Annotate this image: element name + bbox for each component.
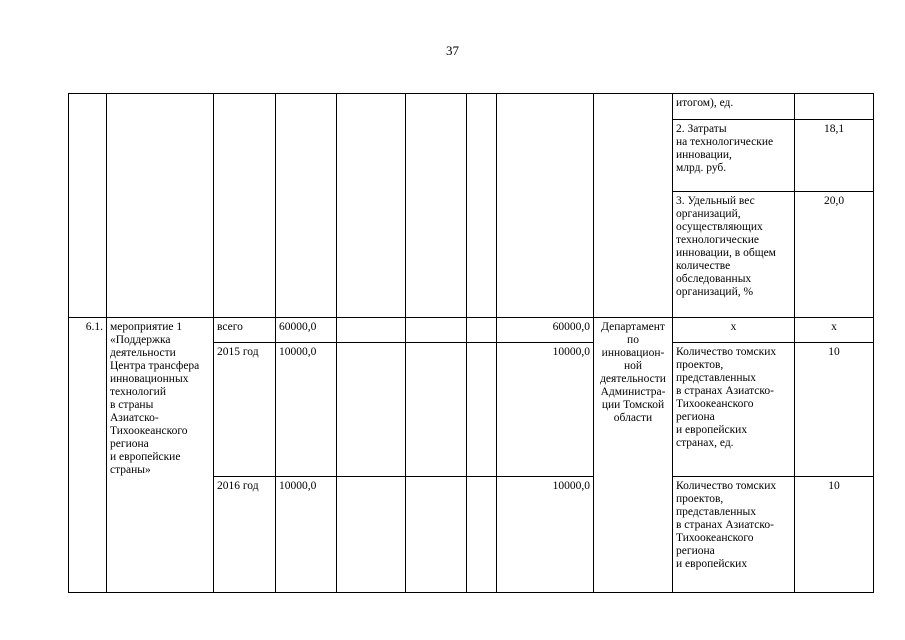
other-cell: 10000,0 bbox=[497, 477, 594, 593]
federal-cell bbox=[337, 343, 406, 477]
period-cell bbox=[214, 94, 276, 318]
indicator-cell: 3. Удельный вес организаций, осуществляющих технологические инновации, в общем количестве обследованных организаций, % bbox=[673, 192, 795, 318]
num-cell bbox=[69, 94, 107, 318]
other-cell: 60000,0 bbox=[497, 318, 594, 343]
total-cell bbox=[276, 94, 337, 318]
value-cell: 18,1 bbox=[795, 120, 874, 192]
page-number: 37 bbox=[446, 43, 459, 58]
federal-cell bbox=[337, 477, 406, 593]
local-cell bbox=[467, 343, 497, 477]
indicator-cell: Количество томских проектов, представленных в странах Азиатско- Тихоокеанского региона и европейских странах, ед. bbox=[673, 343, 795, 477]
regional-cell bbox=[406, 94, 467, 318]
period-cell: всего bbox=[214, 318, 276, 343]
period-cell: 2016 год bbox=[214, 477, 276, 593]
indicator-cell: х bbox=[673, 318, 795, 343]
item-name: мероприятие 1 «Поддержка деятельности Центра трансфера инновационных технологий в страны Азиатско- Тихоокеанского региона и европейские страны» bbox=[107, 318, 214, 593]
total-cell: 10000,0 bbox=[276, 477, 337, 593]
value-cell: 10 bbox=[795, 477, 874, 593]
other-cell: 10000,0 bbox=[497, 343, 594, 477]
total-cell: 60000,0 bbox=[276, 318, 337, 343]
program-table bbox=[68, 93, 874, 593]
federal-cell bbox=[337, 94, 406, 318]
local-cell bbox=[467, 94, 497, 318]
local-cell bbox=[467, 477, 497, 593]
name-cell bbox=[107, 94, 214, 318]
executor-cell: Департамент по инновацион- ной деятельности Администра- ции Томской области bbox=[594, 318, 673, 593]
table-row bbox=[69, 94, 874, 120]
period-cell: 2015 год bbox=[214, 343, 276, 477]
indicator-cell: итогом), ед. bbox=[673, 94, 795, 120]
total-cell: 10000,0 bbox=[276, 343, 337, 477]
executor-cell bbox=[594, 94, 673, 318]
value-cell: х bbox=[795, 318, 874, 343]
indicator-cell: Количество томских проектов, представленных в странах Азиатско- Тихоокеанского региона и европейских bbox=[673, 477, 795, 593]
table-row bbox=[69, 318, 874, 343]
federal-cell bbox=[337, 318, 406, 343]
indicator-cell: 2. Затраты на технологические инновации, млрд. руб. bbox=[673, 120, 795, 192]
value-cell bbox=[795, 94, 874, 120]
regional-cell bbox=[406, 477, 467, 593]
regional-cell bbox=[406, 343, 467, 477]
value-cell: 20,0 bbox=[795, 192, 874, 318]
value-cell: 10 bbox=[795, 343, 874, 477]
item-number: 6.1. bbox=[69, 318, 107, 593]
regional-cell bbox=[406, 318, 467, 343]
other-cell bbox=[497, 94, 594, 318]
local-cell bbox=[467, 318, 497, 343]
